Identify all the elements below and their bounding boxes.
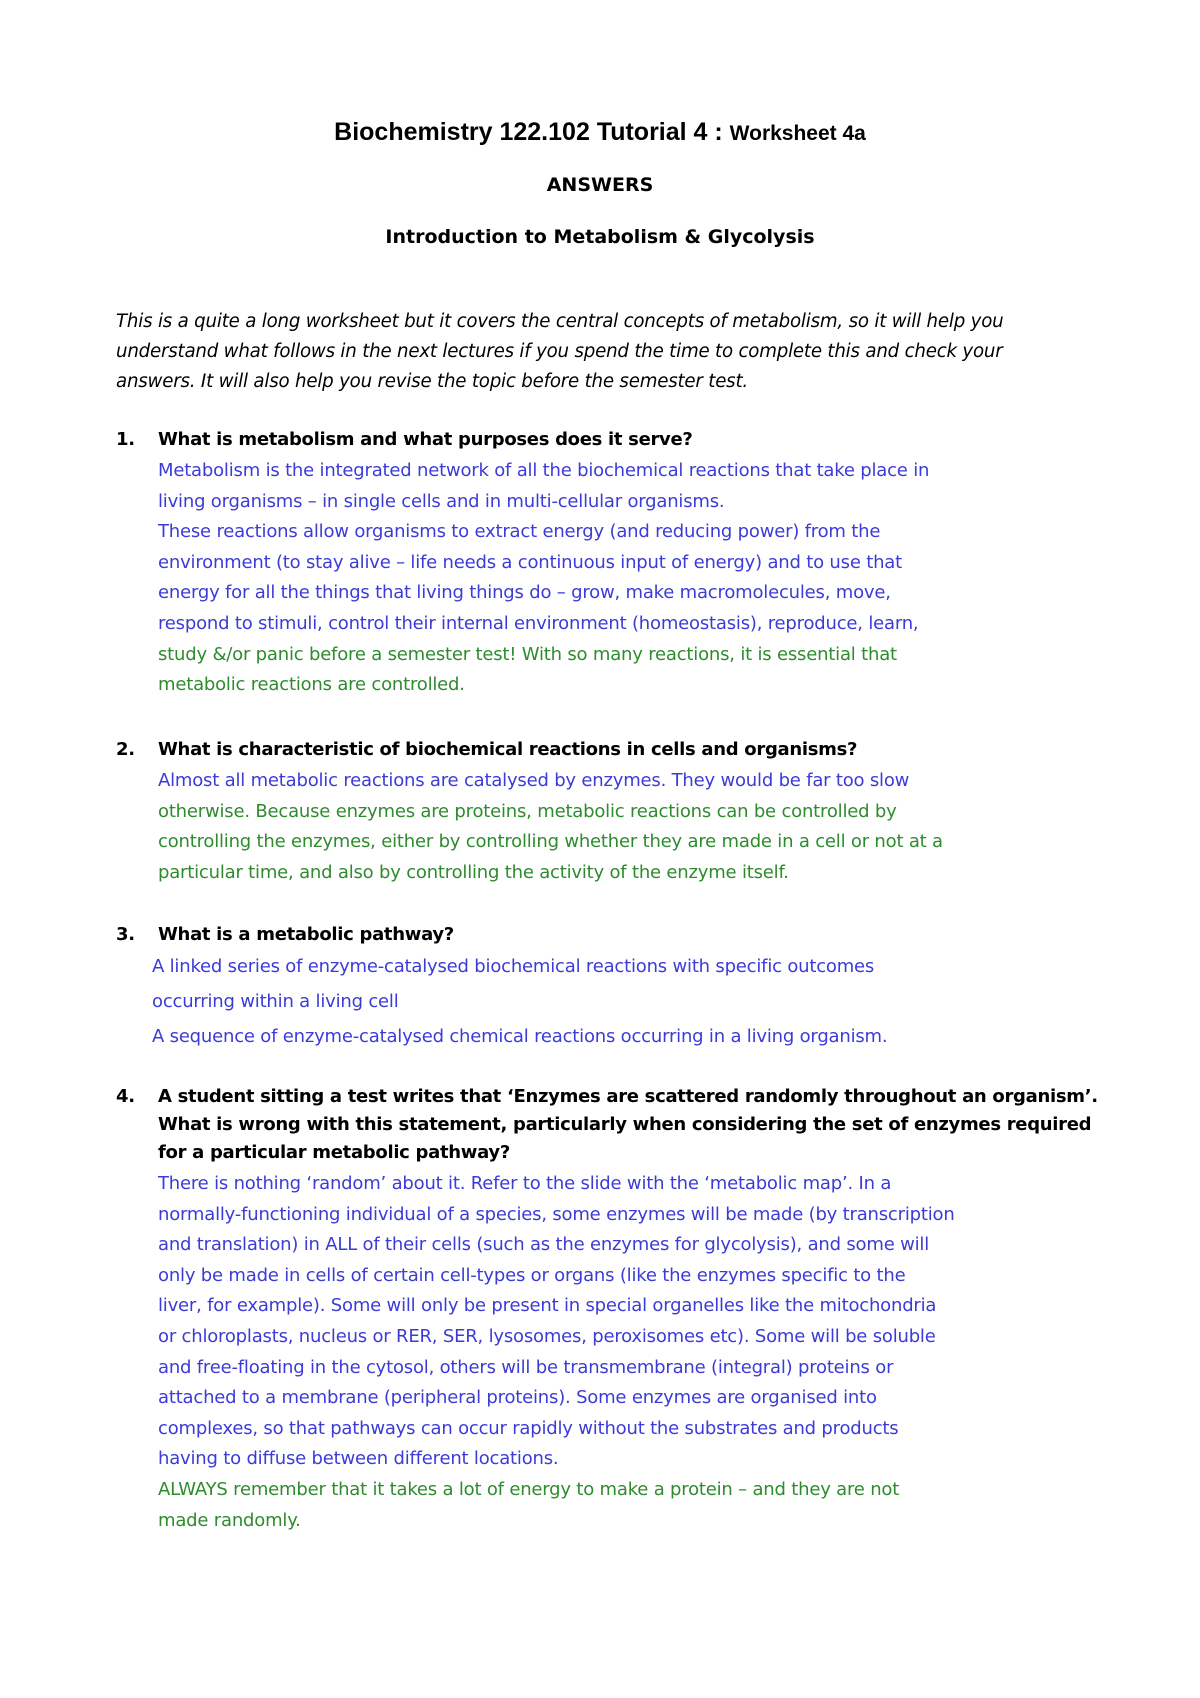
question-text: A student sitting a test writes that ‘Enzymes are scattered randomly throughout an organism’. bbox=[158, 1086, 1098, 1107]
answer-line: study &/or panic before a semester test! With so many reactions, it is essential that bbox=[158, 643, 897, 665]
question-number: 1. bbox=[116, 429, 135, 450]
answer-line: ALWAYS remember that it takes a lot of energy to make a protein – and they are not bbox=[158, 1478, 900, 1500]
question-number: 3. bbox=[116, 924, 135, 945]
answer-line: attached to a membrane (peripheral proteins). Some enzymes are organised into bbox=[158, 1387, 877, 1409]
question-heading bbox=[116, 736, 1116, 764]
answer-line: There is nothing ‘random’ about it. Refer to the slide with the ‘metabolic map’. In a bbox=[158, 1173, 892, 1194]
answers-heading: ANSWERS bbox=[546, 174, 654, 196]
answer-block bbox=[116, 766, 1116, 888]
answer-line: These reactions allow organisms to extract energy (and reducing power) from the bbox=[158, 521, 881, 543]
answer-line: environment (to stay alive – life needs a continuous input of energy) and to use that bbox=[158, 551, 902, 573]
answer-line: controlling the enzymes, either by controlling whether they are made in a cell or not at a bbox=[158, 831, 943, 853]
question-text: What is wrong with this statement, particularly when considering the set of enzymes required bbox=[158, 1114, 1092, 1135]
answer-line: and translation) in ALL of their cells (such as the enzymes for glycolysis), and some will bbox=[158, 1234, 930, 1256]
answer-line: and free-floating in the cytosol, others will be transmembrane (integral) proteins or bbox=[158, 1356, 894, 1378]
question-1 bbox=[116, 426, 1116, 701]
answer-block bbox=[116, 456, 1116, 701]
answer-line: normally-functioning individual of a species, some enzymes will be made (by transcription bbox=[158, 1203, 955, 1225]
question-text: What is characteristic of biochemical reactions in cells and organisms? bbox=[158, 739, 858, 760]
answer-block bbox=[116, 1169, 1116, 1536]
answer-line: made randomly. bbox=[158, 1509, 301, 1531]
answer-line: energy for all the things that living things do – grow, make macromolecules, move, bbox=[158, 582, 891, 604]
answer-line: otherwise. Because enzymes are proteins, metabolic reactions can be controlled by bbox=[158, 800, 897, 822]
answer-line: occurring within a living cell bbox=[152, 991, 399, 1012]
answer-line: A sequence of enzyme-catalysed chemical reactions occurring in a living organism. bbox=[152, 1026, 888, 1047]
answer-line: A linked series of enzyme-catalysed biochemical reactions with specific outcomes bbox=[152, 956, 875, 977]
document-subtitle: Introduction to Metabolism & Glycolysis bbox=[385, 226, 815, 248]
answer-line: only be made in cells of certain cell-types or organs (like the enzymes specific to the bbox=[158, 1264, 906, 1286]
answer-line: Almost all metabolic reactions are catalysed by enzymes. They would be far too slow bbox=[158, 770, 910, 791]
question-heading bbox=[116, 426, 1116, 454]
intro-line: understand what follows in the next lectures if you spend the time to complete this and check your bbox=[116, 341, 1003, 362]
question-3 bbox=[116, 921, 1116, 1054]
question-number: 2. bbox=[116, 739, 135, 760]
question-2 bbox=[116, 736, 1116, 888]
answer-line: respond to stimuli, control their internal environment (homeostasis), reproduce, learn, bbox=[158, 612, 919, 634]
document-title bbox=[0, 116, 1200, 150]
answer-line: complexes, so that pathways can occur rapidly without the substrates and products bbox=[158, 1417, 899, 1439]
answer-line: metabolic reactions are controlled. bbox=[158, 674, 465, 696]
title-worksheet: Worksheet 4a bbox=[729, 122, 866, 145]
question-text: What is a metabolic pathway? bbox=[158, 924, 454, 945]
intro-line: answers. It will also help you revise the topic before the semester test. bbox=[116, 371, 748, 392]
answer-line: particular time, and also by controlling the activity of the enzyme itself. bbox=[158, 861, 789, 883]
answer-block bbox=[116, 949, 1116, 1054]
answer-line: living organisms – in single cells and in multi-cellular organisms. bbox=[158, 490, 725, 512]
answer-line: having to diffuse between different locations. bbox=[158, 1448, 559, 1470]
question-number: 4. bbox=[116, 1086, 135, 1107]
question-text: for a particular metabolic pathway? bbox=[158, 1142, 510, 1163]
question-heading bbox=[116, 1083, 1116, 1167]
question-text: What is metabolism and what purposes does it serve? bbox=[158, 429, 693, 450]
answer-line: Metabolism is the integrated network of all the biochemical reactions that take place in bbox=[158, 460, 930, 481]
intro-paragraph bbox=[116, 307, 1106, 397]
answer-line: liver, for example). Some will only be present in special organelles like the mitochondria bbox=[158, 1295, 937, 1317]
answer-line: or chloroplasts, nucleus or RER, SER, lysosomes, peroxisomes etc). Some will be soluble bbox=[158, 1325, 936, 1347]
title-main: Biochemistry 122.102 Tutorial 4 : bbox=[334, 118, 730, 146]
question-4 bbox=[116, 1083, 1116, 1536]
question-heading bbox=[116, 921, 1116, 949]
intro-line: This is a quite a long worksheet but it covers the central concepts of metabolism, so it will help you bbox=[116, 311, 1004, 332]
